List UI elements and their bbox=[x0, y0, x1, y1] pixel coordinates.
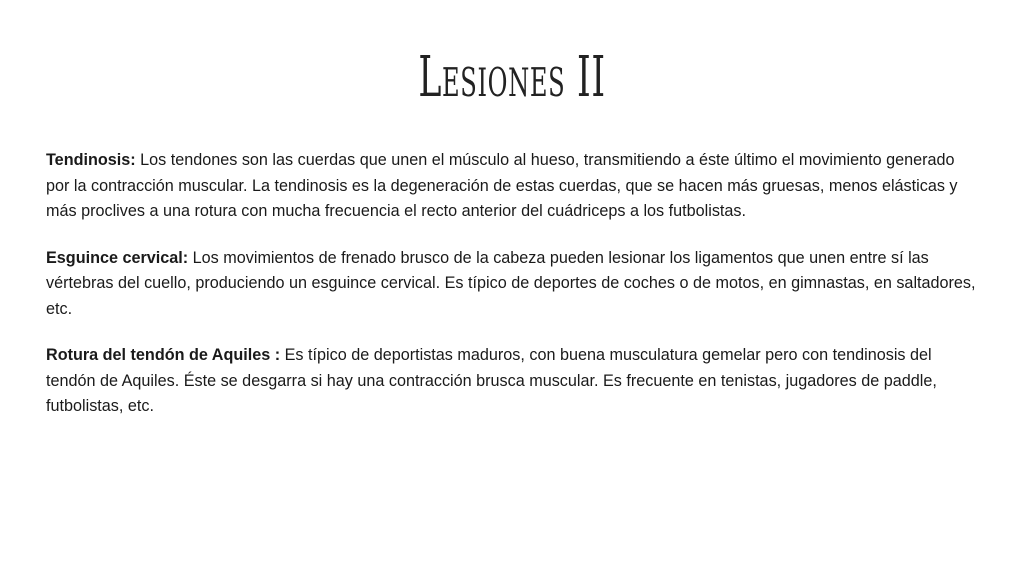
paragraph-term: Tendinosis: bbox=[46, 151, 136, 169]
paragraph-text: Los tendones son las cuerdas que unen el músculo al hueso, transmitiendo a éste último el movimiento generado por la contracción muscular. La tendinosis es la degeneración de estas cuerdas, que se hacen más gruesas, menos elásticas y más proclives a una rotura con mucha frecuencia el recto anterior del cuádriceps a los futbolistas. bbox=[46, 151, 958, 220]
paragraph-esguince-cervical bbox=[46, 246, 981, 323]
paragraph-term: Esguince cervical: bbox=[46, 248, 189, 267]
slide-title: Lesiones II bbox=[418, 45, 606, 110]
paragraph-text: Los movimientos de frenado brusco de la cabeza pueden lesionar los ligamentos que unen entre sí las vértebras del cuello, produciendo un esguince cervical. Es típico de deportes de coches o de motos, en gimnastas, en saltadores, etc. bbox=[46, 248, 976, 318]
paragraph-text: Es típico de deportistas maduros, con buena musculatura gemelar pero con tendinosis del tendón de Aquiles. Éste se desgarra si hay una contracción brusca muscular. Es frecuente en tenistas, jugadores de paddle, futbolistas, etc. bbox=[46, 346, 937, 415]
slide-body bbox=[46, 148, 981, 441]
paragraph-term: Rotura del tendón de Aquiles : bbox=[46, 346, 281, 364]
paragraph-rotura-tendon-aquiles bbox=[46, 343, 981, 420]
paragraph-tendinosis bbox=[46, 148, 981, 225]
